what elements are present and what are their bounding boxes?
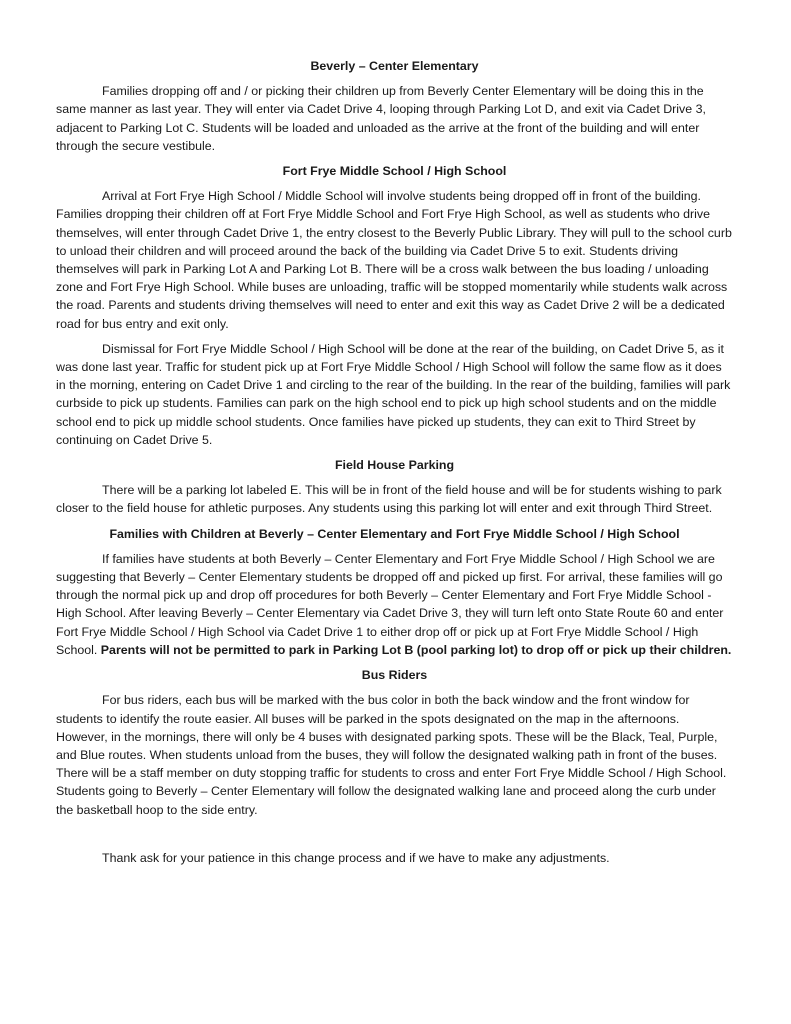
- paragraph-beverly-dropoff: Families dropping off and / or picking their children up from Beverly Center Elementary will be doing this in the same manner as last year. They will enter via Cadet Drive 4, looping through Parking Lot D, and exit via Cadet Drive 3, adjacent to Parking Lot C. Students will be loaded and unloaded as the arrive at the front of the building and will enter through the secure vestibule.: [56, 84, 706, 153]
- paragraph-bus-riders: For bus riders, each bus will be marked with the bus color in both the back window and the front window for students to identify the route easier. All buses will be parked in the spots designated on the map in the afternoons. However, in the mornings, there will only be 4 buses with designated parking spots. These will be the Black, Teal, Purple, and Blue routes. When students unload from the buses, they will follow the designated walking path in front of the buses. There will be a staff member on duty stopping traffic for students to cross and enter Fort Frye Middle School / High School. Students going to Beverly – Center Elementary will follow the designated walking lane and proceed along the curb under the basketball hoop to the side entry.: [56, 693, 727, 817]
- parking-lot-b-notice: Parents will not be permitted to park in Parking Lot B (pool parking lot) to drop off or pick up their children.: [100, 642, 732, 657]
- heading-beverly-center-elementary: Beverly – Center Elementary: [310, 59, 479, 73]
- paragraph-families-both-schools: [56, 550, 733, 659]
- heading-families-both-schools: Families with Children at Beverly – Center Elementary and Fort Frye Middle School / High School: [109, 526, 680, 541]
- heading-bus-riders: Bus Riders: [361, 668, 428, 683]
- heading-fort-frye: Fort Frye Middle School / High School: [282, 164, 507, 179]
- paragraph-fort-frye-dismissal: Dismissal for Fort Frye Middle School / High School will be done at the rear of the building, on Cadet Drive 5, as it was done last year. Traffic for student pick up at Fort Frye Middle School / High School will follow the same flow as it does in the morning, entering on Cadet Drive 1 and circling to the rear of the building. In the rear of the building, families will park curbside to pick up students. Families can park on the high school end to pick up high school students and on the middle school end to pick up middle school students. Once families have picked up students, they can exit to Third Street by continuing on Cadet Drive 5.: [56, 341, 731, 447]
- paragraph-families-text: If families have students at both Beverly – Center Elementary and Fort Frye Middle School / High School we are suggesting that Beverly – Center Elementary students be dropped off and picked up first. For arrival, these families will go through the normal pick up and drop off procedures for both Beverly – Center Elementary and Fort Frye Middle School - High School. After leaving Beverly – Center Elementary via Cadet Drive 3, they will turn left onto State Route 60 and enter Fort Frye Middle School / High School via Cadet Drive 1 to either drop off or pick up at Fort Frye Middle School / High School.: [56, 551, 724, 657]
- heading-field-house-parking: Field House Parking: [334, 458, 455, 473]
- closing-paragraph: Thank ask for your patience in this change process and if we have to make any adjustments.: [102, 850, 610, 865]
- paragraph-fort-frye-arrival: Arrival at Fort Frye High School / Middle School will involve students being dropped off in front of the building. Families dropping their children off at Fort Frye Middle School and Fort Frye High School, as well as students who drive themselves, will enter through Cadet Drive 1, the entry closest to the Beverly Public Library. They will pull to the school curb to unload their children and will proceed around the back of the building via Cadet Drive 5 to exit. Students driving themselves will park in Parking Lot A and Parking Lot B. There will be a cross walk between the bus loading / unloading zone and Fort Frye High School. While buses are unloading, traffic will be stopped momentarily while students walk across the road. Parents and students driving themselves will need to enter and exit this way as Cadet Drive 2 will be a dedicated road for bus entry and exit only.: [56, 189, 732, 331]
- paragraph-field-house: There will be a parking lot labeled E. This will be in front of the field house and will be for students wishing to park closer to the field house for athletic purposes. Any students using this parking lot will enter and exit through Third Street.: [56, 483, 722, 516]
